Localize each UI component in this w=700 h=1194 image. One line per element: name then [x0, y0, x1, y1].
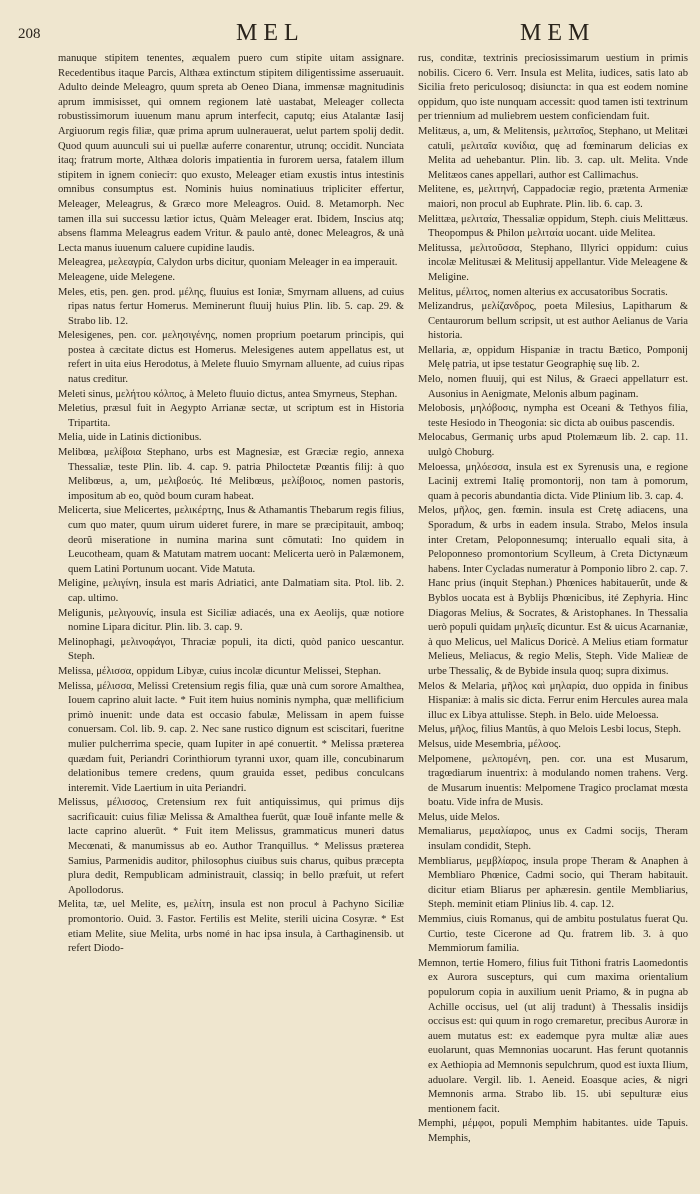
- right-running-head: MEM: [520, 20, 596, 46]
- dictionary-entry: Melissa, μέλισσα, oppidum Libyæ, cuius incolæ dicuntur Melissei, Stephan.: [58, 665, 382, 677]
- left-running-head: MEL: [236, 20, 305, 46]
- dictionary-entry: Melissa, μέλισσα, Melissi Cretensium regis filia, quæ unà cum sorore Amalthea, Iouem caprino aluit lacte. * Fuit item huius nominis nympha, quæ mellificium primò inuenit: unde data est occasio fabulæ, Melissam in apem fuisse conuersam. Col. lib. 9. cap. 2. Nec sane rustico dignum est sciscitari, fueritne mulier pulcherrima specie, quam Iupiter in apé conuertit. * Melissa præterea quædam fuit, Periandri Corinthiorum tyranni uxor, quam ille, concubinarum delationibus temere credens, quum grauida esset, pedibus conculcans interemit. Vide Laertium in uita Periandri.: [58, 680, 404, 794]
- dictionary-entry: Melibœa, μελίβοια Stephano, urbs est Magnesiæ, est Græciæ regio, annexa Thessaliæ, teste Plin. lib. 4. cap. 9. patria Philoctetæ Pœantis filij: à quo Melibœus, a, um, μελιβοεύς. Ité Melibœus, μελίβοιος, nomen pastoris, impositum ab eo, quòd boum curam habeat.: [58, 447, 404, 502]
- dictionary-entry: Meleagene, uide Melegene.: [58, 271, 176, 283]
- dictionary-entry: Melitæus, a, um, & Melitensis, μελιταῖος, Stephano, ut Melitæi catuli, μελιταῖα κυνίδια, quę ad fœminarum delicias ex Melita ad uehebantur. Plin. lib. 3. cap. ult. Melita. Vnde Melitæos canes appellari, author est Callimachus.: [418, 125, 688, 181]
- dictionary-entry: Meligunis, μελιγουνίς, insula est Siciliæ adiacés, una ex Aeolijs, quæ notiore nomine Lipara dicitur. Plin. lib. 3. cap. 9.: [58, 607, 404, 634]
- dictionary-entry: Melpomene, μελπομένη, pen. cor. una est Musarum, tragœdiarum inuentrix: à modulando nomen trahens. Verg. de Musarum inuentis: Melpomene Tragico proclamat mœsta boatu. Vide infra de Musis.: [418, 753, 688, 809]
- dictionary-entry: Memaliarus, μεμαλίαρος, unus ex Cadmi socijs, Theram insulam condidit, Steph.: [418, 826, 688, 853]
- dictionary-entry: Memmius, ciuis Romanus, qui de ambitu postulatus fuerat Qu. Curtio, teste Cicerone ad Qu. fratrem lib. 3. à quo Memmiorum familia.: [418, 914, 688, 955]
- left-column: [58, 52, 404, 1174]
- dictionary-entry: Melita, tæ, uel Melite, es, μελίτη, insula est non procul à Pachyno Siciliæ promontorio. Ouid. 3. Fastor. Fertilis est Melite, sterili uicina Cosyræ. * Est etiam Melite, siue Melita, urbs nomé in hac ipsa insula, à Carthaginensib. ut refert Diodo-: [58, 899, 404, 955]
- dictionary-entry: Melus, μῆλος, filius Mantûs, à quo Melois Lesbi locus, Steph.: [418, 724, 682, 736]
- dictionary-entry: Meletius, præsul fuit in Aegypto Arrianæ sectæ, ut scriptum est in Historia Tripartita.: [58, 403, 404, 429]
- dictionary-entry: Meleti sinus, μελήτου κόλπος, à Meleto fluuio dictus, antea Smyrneus, Stephan.: [58, 388, 398, 400]
- dictionary-entry: Melocabus, Germaniç urbs apud Ptolemæum lib. 2. cap. 11. uulgò Choburg.: [418, 432, 688, 459]
- dictionary-entry: Melittæa, μελιταία, Thessaliæ oppidum, Steph. ciuis Melittæus. Theopompus & Philon μελιταία uocant. uide Melitea.: [418, 213, 688, 240]
- dictionary-entry: rus, conditæ, textrinis preciosissimarum uestium in primis nobilis. Cicero 6. Verr. Insula est Melita, iudices, satis lato ab Sicilia freto periculosoq; disiuncta: in qua est eodem nomine oppidum, quo iste nunquam accessit: quod tamen isti textrinum per triennium ad muliebrem uestem conficiendam fuit.: [418, 53, 688, 123]
- dictionary-entry: Memphi, μέμφοι, populi Memphim habitantes. uide Tapuis. Memphis,: [418, 1118, 688, 1144]
- running-header: [0, 20, 700, 54]
- right-column: [418, 52, 688, 1174]
- dictionary-entry: manuque stipitem tenentes, æqualem puero cum stipite uitam assignare. Recedentibus itaque Parcis, Althæa extinctum stipitem diligentissime asseruauit. Adulto deinde Meleagro, quum spreta ab Oeneo Diana, immensæ magnitudinis aprum immisisset, qui omnem regionem latè uastabat, Meleager collecta robustissimorum iuuenum manu aprum interfecit, caputq; eius Atalantæ Iasij Argiuorum regis filiæ, quæ prima aprum uulnerauerat, uelut partem spolij dedit. Quod quum auunculi sui ui puellæ auferre conarentur, utrunq; occidit. Nunciata itaq; fratrum morte, Althæa doloris impatientia in furorem uersa, fatalem illum stipitem in ignem conieciт: quo exusto, Meleager etiam exustis intus intestinis omnibus consumptus est. Nominis huius nominatiuus tripliciter effertur, Meleager, Meleagrus, & Græco more Meleagros. Ouid. 8. Metamorph. Nec tamen illa sui successu lætior ictus, Quàm Meleager erat. Ibidem, Inscius atq; absens flamma Meleagrus eadem Vritur. & paulo antè, donec Meleagros, & unà Lecta manus iuuenum caluere cupidine laudis.: [58, 53, 404, 254]
- dictionary-entry: Melitene, es, μελιτηνή, Cappadociæ regio, prætenta Armeniæ maiori, non procul ab Euphrate. Plin. lib. 6. cap. 3.: [418, 184, 688, 210]
- dictionary-entry: Melos, μῆλος, gen. fœmin. insula est Cretę adiacens, una Sporadum, & urbs in eadem insula. Strabo, Melos insula inter Cretam, Peloponnesumq; interuallo equali sita, à Peloponneso promontorium Scylleum, à Creta Dictynæum habens. Inter Cycladas numeratur à Pomponio libro 2. cap. 7. Hanc prius (inquit Stephan.) Phœnices habitauerũt, unde & Byblos uocata est à Byblijs Phœnicibus, ité Zephyria. Hinc Diagoras Melius, & Socrates, & Aristophanes. In Thessalia uerò populi quidam μηλιεῖς dicuntur. Est & uicus Acarnaniæ, à quo Melicus, uel Malicus Doricè. A Melius etiam formatur Melieus, Meliacus, & regio Melis, Steph. Vide Malieæ de urbe Thessaliç, & de Bybide insula quoq; supra diximus.: [418, 505, 688, 677]
- dictionary-entry: Meleagrea, μελεαγρία, Calydon urbs dicitur, quoniam Meleager in ea imperauit.: [58, 257, 398, 269]
- dictionary-entry: Melo, nomen fluuij, qui est Nilus, & Graeci appellaturr est. Ausonius in Aenigmate, Melonis album paginam.: [418, 374, 688, 400]
- dictionary-entry: Melinophagi, μελινοφάγοι, Thraciæ populi, ita dicti, quòd panico uescantur. Steph.: [58, 636, 404, 663]
- dictionary-entry: Melia, uide in Latinis dictionibus.: [58, 432, 202, 444]
- dictionary-entry: Meles, etis, pen. gen. prod. μέλης, fluuius est Ioniæ, Smyrnam alluens, ad cuius ripas natus fertur Homerus. Meminerunt fluuij huius Plin. lib. 5. cap. 29. & Strabo lib. 12.: [58, 286, 404, 327]
- dictionary-entry: Meloessa, μηλόεσσα, insula est ex Syrenusis una, e regione Lacinij extremi Italię promontorij, non tam à pomorum, quam à pecoris abundantia dicta. Vide Plinium lib. 3. cap. 4.: [418, 461, 688, 502]
- dictionary-entry: Melesigenes, pen. cor. μελησιγένης, nomen proprium poetarum principis, qui postea à cæcitate dictus est Homerus. Melesigenes autem appellatus est, ut refert in uita eius Herodotus, à Melete fluuio Smyrnam alluente, ad cuius ripas natus creditur.: [58, 330, 404, 386]
- page-number: 208: [18, 26, 41, 42]
- dictionary-entry: Mellaria, æ, oppidum Hispaniæ in tractu Bætico, Pomponij Melę patria, ut ipse testatur Geographię suę lib. 2.: [418, 344, 688, 371]
- dictionary-entry: Melissus, μέλισσος, Cretensium rex fuit antiquissimus, qui primus dijs sacrificauit: cuius filiæ Melissa & Amalthea fuerūt, quæ Iouē infante melle & lacte caprino aluerūt. * Fuit item Melissus, grammaticus muneri datus Mecœnati, & manumissus ab eo. Author Tranquillus. * Melissus præterea Samius, Parmenidis auditor, philosophus ciuibus suis charus, quibus præcepta plura dedit, Rempublicam administrauit, classiq; in bello præfuit, ut refert Apollodorus.: [58, 797, 404, 896]
- dictionary-entry: Melitus, μέλιτος, nomen alterius ex accusatoribus Socratis.: [418, 286, 668, 298]
- dictionary-entry: Melicerta, siue Melicertes, μελικέρτης, Inus & Athamantis Thebarum regis filius, cum quo mater, quum uirum uideret furere, in mare se præcipitauit, amboq; deorũ miseratione in numina marina sunt cõmutati: Ino quidem in Leucotheam, quam & Matutam matrem uocant: Melicerta uerò in Palæmonem, quem Latini Portunum uocant. Vide Matuta.: [58, 505, 404, 575]
- dictionary-entry: Melitussa, μελιτοῦσσα, Stephano, Illyrici oppidum: cuius incolæ Melitusæi & Melitusij appellantur. Vide Meleagene & Meligine.: [418, 242, 688, 283]
- dictionary-entry: Membliarus, μεμβλίαρος, insula prope Theram & Anaphen à Membliaro Phœnice, Cadmi socio, qui Theram habitauit. dicitur etiam Bliarus per aphæresin. gentile Membliarius, Steph. meminit etiam Plinius lib. 4. cap. 12.: [418, 855, 688, 911]
- dictionary-entry: Melizandrus, μελίζανδρος, poeta Milesius, Lapitharum & Centaurorum bellum scripsit, ut est author Aelianus de Varia historia.: [418, 301, 688, 342]
- dictionary-entry: Melobosis, μηλόβοσις, nympha est Oceani & Tethyos filia, teste Hesiodo in Theogonia: sic dicta ab ouibus pascendis.: [418, 403, 688, 429]
- dictionary-entry: Melsus, uide Mesembria, μέλσος.: [418, 738, 561, 750]
- dictionary-entry: Melos & Melaria, μῆλος καὶ μηλαρία, duo oppida in finibus Hispaniæ: à malis sic dicta. Ferrur enim Hercules aurea mala illuc ex Libya attulisse. Steph. in Belo. uide Meloessa.: [418, 680, 688, 721]
- dictionary-entry: Meligine, μελιγίνη, insula est maris Adriatici, ante Dalmatiam sita. Ptol. lib. 2. cap. ultimo.: [58, 578, 404, 604]
- dictionary-entry: Memnon, tertie Homero, filius fuit Tithoni fratris Laomedontis ex Aurora suscepturs, qui cum maxima orientalium populorum copia in auxilium uenit Priamo, & in pugna ab Achille occisus, uel (ut alij tradunt) à Thessalis insidijs occisus est: qui quum in rogo cremaretur, precibus Auroræ in auem mutatus est: ex eademque pyra multæ aliæ aues euolarunt, quas Memnonias uocarunt. Has ferunt quotannis ex Aethiopia ad Memnonis sepulchrum, quod est iuxta Ilium, aduolare. Vergil. lib. 1. Aeneid. Eoasque acies, & nigri Memnonis arma. Strabo lib. 15. ubi sepulturæ eius mentionem facit.: [418, 957, 688, 1115]
- dictionary-entry: Melus, uide Melos.: [418, 811, 500, 823]
